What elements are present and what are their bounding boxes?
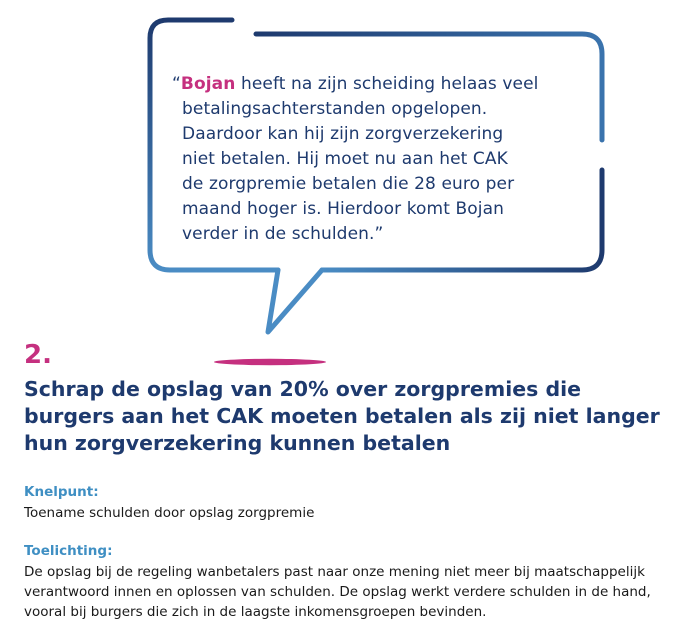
quote-open-mark: “	[172, 74, 181, 94]
toelichting-line-1: De opslag bij de regeling wanbetalers past naar onze mening niet meer bij maatschappelijk	[24, 564, 645, 580]
knelpunt-label: Knelpunt:	[24, 484, 99, 500]
quote-line-7: verder in de schulden.”	[182, 224, 384, 244]
toelichting-text	[24, 562, 694, 622]
quote-line-2: betalingsachterstanden opgelopen.	[182, 99, 488, 119]
quote-person-name: Bojan	[180, 74, 236, 94]
quote-line-1	[172, 72, 612, 97]
toelichting-line-2: verantwoord innen en oplossen van schulden. De opslag werkt verdere schulden in de hand,	[24, 584, 651, 600]
magenta-accent-bar	[214, 359, 326, 365]
quote-line-5: de zorgpremie betalen die 28 euro per	[182, 174, 515, 194]
quote-block	[172, 72, 612, 247]
quote-line-3: Daardoor kan hij zijn zorgverzekering	[182, 124, 504, 144]
quote-line-6: maand hoger is. Hierdoor komt Bojan	[182, 199, 504, 219]
heading-line-1: Schrap de opslag van 20% over zorgpremies die	[24, 377, 582, 401]
bubble-tail-stroke	[268, 270, 322, 332]
knelpunt-text-line: Toename schulden door opslag zorgpremie	[24, 505, 315, 521]
quote-line-4: niet betalen. Hij moet nu aan het CAK	[182, 149, 508, 169]
toelichting-label: Toelichting:	[24, 543, 113, 559]
section-heading	[24, 376, 684, 457]
quote-line-1-rest: heeft na zijn scheiding helaas veel	[235, 74, 539, 94]
knelpunt-text	[24, 503, 694, 523]
toelichting-line-3: vooral bij burgers die zich in de laagste inkomensgroepen bevinden.	[24, 604, 487, 620]
section-number: 2.	[24, 340, 52, 370]
heading-line-3: hun zorgverzekering kunnen betalen	[24, 431, 451, 455]
heading-line-2: burgers aan het CAK moeten betalen als zij niet langer	[24, 404, 660, 428]
